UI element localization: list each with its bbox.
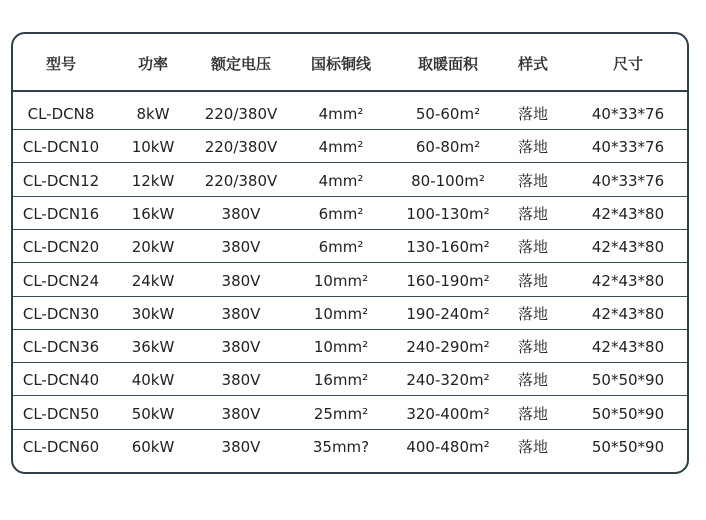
cell-voltage: 380V bbox=[221, 304, 261, 323]
cell-model: CL-DCN10 bbox=[22, 138, 100, 157]
cell-copper-wire: 10mm² bbox=[313, 338, 369, 357]
cell-model: CL-DCN12 bbox=[22, 171, 100, 190]
cell-style: 落地 bbox=[517, 105, 548, 123]
cell-style: 落地 bbox=[517, 371, 548, 390]
cell-voltage: 380V bbox=[221, 338, 261, 357]
cell-heating-area: 400-480m² bbox=[406, 438, 490, 456]
cell-voltage: 380V bbox=[221, 271, 261, 290]
cell-copper-wire: 10mm² bbox=[313, 304, 369, 323]
cell-size: 42*43*80 bbox=[591, 271, 665, 290]
cell-heating-area: 50-60m² bbox=[415, 105, 481, 123]
cell-heating-area: 240-290m² bbox=[406, 338, 490, 357]
spec-table bbox=[11, 32, 689, 474]
cell-voltage: 380V bbox=[221, 238, 261, 257]
cell-model: CL-DCN20 bbox=[22, 238, 100, 257]
cell-copper-wire: 6mm² bbox=[318, 204, 364, 223]
header-heating-area: 取暖面积 bbox=[417, 55, 478, 73]
cell-voltage: 380V bbox=[221, 204, 261, 223]
row-divider bbox=[13, 395, 687, 396]
cell-copper-wire: 10mm² bbox=[313, 271, 369, 290]
cell-size: 50*50*90 bbox=[591, 438, 665, 456]
cell-heating-area: 130-160m² bbox=[406, 238, 490, 257]
cell-power: 30kW bbox=[131, 304, 175, 323]
cell-size: 42*43*80 bbox=[591, 338, 665, 357]
cell-model: CL-DCN30 bbox=[22, 304, 100, 323]
cell-heating-area: 80-100m² bbox=[411, 171, 485, 190]
row-divider bbox=[13, 296, 687, 297]
row-divider bbox=[13, 196, 687, 197]
cell-style: 落地 bbox=[517, 138, 548, 157]
cell-style: 落地 bbox=[517, 438, 548, 456]
cell-style: 落地 bbox=[517, 338, 548, 357]
header-voltage: 额定电压 bbox=[210, 55, 271, 73]
cell-copper-wire: 6mm² bbox=[318, 238, 364, 257]
cell-heating-area: 190-240m² bbox=[406, 304, 490, 323]
cell-voltage: 380V bbox=[221, 371, 261, 390]
cell-model: CL-DCN60 bbox=[22, 438, 100, 456]
cell-size: 40*33*76 bbox=[591, 171, 665, 190]
cell-heating-area: 320-400m² bbox=[406, 404, 490, 423]
cell-style: 落地 bbox=[517, 204, 548, 223]
cell-voltage: 220/380V bbox=[204, 138, 278, 157]
row-divider bbox=[13, 262, 687, 263]
cell-style: 落地 bbox=[517, 238, 548, 257]
header-power: 功率 bbox=[137, 55, 168, 73]
cell-style: 落地 bbox=[517, 271, 548, 290]
cell-heating-area: 160-190m² bbox=[406, 271, 490, 290]
cell-copper-wire: 25mm² bbox=[313, 404, 369, 423]
row-divider bbox=[13, 229, 687, 230]
row-divider bbox=[13, 162, 687, 163]
cell-copper-wire: 35mm? bbox=[312, 438, 370, 456]
cell-power: 20kW bbox=[131, 238, 175, 257]
cell-size: 42*43*80 bbox=[591, 204, 665, 223]
cell-copper-wire: 4mm² bbox=[318, 105, 364, 123]
cell-model: CL-DCN16 bbox=[22, 204, 100, 223]
header-copper-wire: 国标铜线 bbox=[310, 55, 371, 73]
cell-heating-area: 240-320m² bbox=[406, 371, 490, 390]
cell-size: 50*50*90 bbox=[591, 404, 665, 423]
cell-heating-area: 60-80m² bbox=[415, 138, 481, 157]
cell-power: 40kW bbox=[131, 371, 175, 390]
cell-style: 落地 bbox=[517, 304, 548, 323]
cell-size: 40*33*76 bbox=[591, 138, 665, 157]
row-divider bbox=[13, 129, 687, 130]
cell-power: 60kW bbox=[131, 438, 175, 456]
row-divider bbox=[13, 429, 687, 430]
header-divider bbox=[13, 90, 687, 92]
row-divider bbox=[13, 362, 687, 363]
row-divider bbox=[13, 329, 687, 330]
cell-power: 36kW bbox=[131, 338, 175, 357]
cell-power: 50kW bbox=[131, 404, 175, 423]
header-style: 样式 bbox=[517, 55, 548, 73]
cell-power: 24kW bbox=[131, 271, 175, 290]
cell-voltage: 380V bbox=[221, 404, 261, 423]
cell-power: 16kW bbox=[131, 204, 175, 223]
cell-size: 50*50*90 bbox=[591, 371, 665, 390]
cell-copper-wire: 16mm² bbox=[313, 371, 369, 390]
header-size: 尺寸 bbox=[612, 55, 643, 73]
cell-power: 12kW bbox=[131, 171, 175, 190]
cell-size: 40*33*76 bbox=[591, 105, 665, 123]
cell-size: 42*43*80 bbox=[591, 238, 665, 257]
cell-size: 42*43*80 bbox=[591, 304, 665, 323]
cell-copper-wire: 4mm² bbox=[318, 138, 364, 157]
cell-heating-area: 100-130m² bbox=[406, 204, 490, 223]
cell-style: 落地 bbox=[517, 171, 548, 190]
cell-model: CL-DCN50 bbox=[22, 404, 100, 423]
cell-power: 8kW bbox=[136, 105, 170, 123]
cell-voltage: 220/380V bbox=[204, 171, 278, 190]
cell-model: CL-DCN36 bbox=[22, 338, 100, 357]
cell-model: CL-DCN24 bbox=[22, 271, 100, 290]
cell-model: CL-DCN8 bbox=[27, 105, 95, 123]
cell-voltage: 220/380V bbox=[204, 105, 278, 123]
cell-power: 10kW bbox=[131, 138, 175, 157]
header-model: 型号 bbox=[45, 55, 76, 73]
cell-model: CL-DCN40 bbox=[22, 371, 100, 390]
cell-copper-wire: 4mm² bbox=[318, 171, 364, 190]
cell-style: 落地 bbox=[517, 404, 548, 423]
cell-voltage: 380V bbox=[221, 438, 261, 456]
